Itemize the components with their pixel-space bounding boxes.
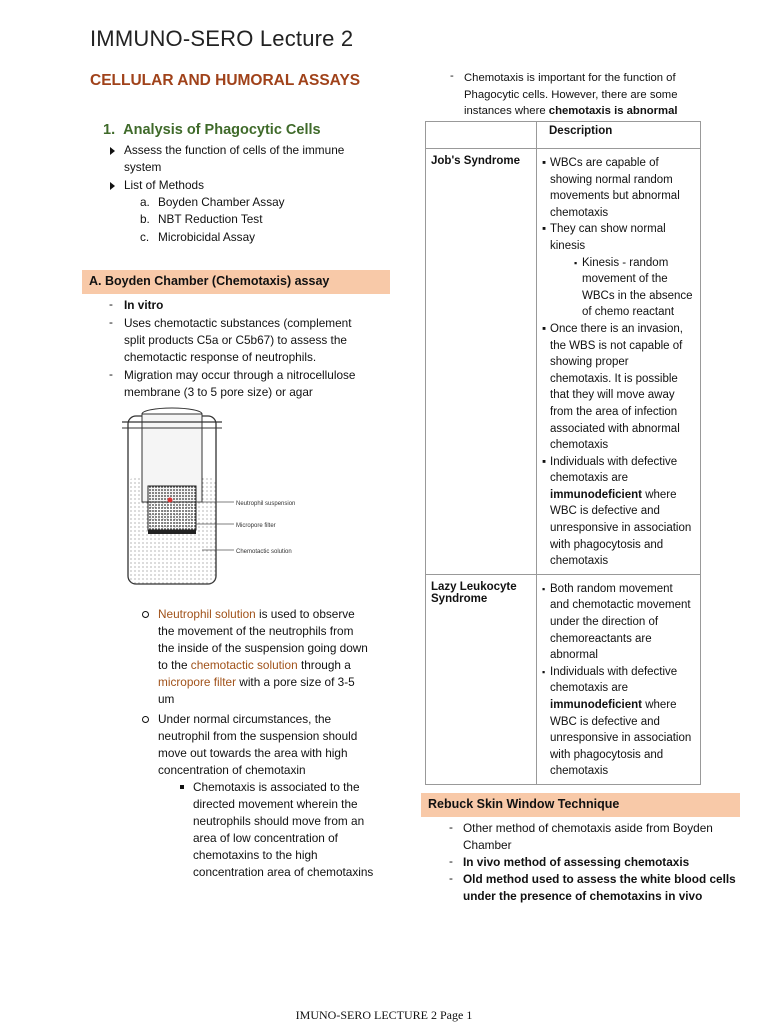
table-row-label [426, 574, 537, 784]
text-line: Both random movement [550, 582, 673, 595]
text-line: move out towards the area with high [158, 746, 348, 760]
diagram-label: Neutrophil suspension [236, 501, 296, 507]
boyden-item-line: chemotactic response of neutrophils. [124, 350, 317, 364]
text-run: chemotaxins in vivo [589, 889, 703, 903]
rebuck-band [421, 793, 740, 817]
heading-number: 1. [103, 122, 116, 138]
text-run: is used to observe [255, 607, 355, 621]
dash-bullet: - [449, 871, 453, 885]
text-line: from the area of infection [550, 405, 678, 418]
heading-text: Analysis of Phagocytic Cells [123, 122, 321, 138]
text-line: Chemotaxis is associated to the [193, 780, 360, 794]
table-row [426, 149, 701, 575]
text-line: concentration of chemotaxin [158, 763, 306, 777]
text-run: with a pore size of 3-5 [236, 675, 355, 689]
table-row-description [537, 149, 701, 575]
text-line: under the direction of [550, 616, 659, 629]
text-line: showing normal random [550, 173, 673, 186]
text-line: associated with abnormal [550, 422, 680, 435]
text-line: area of low concentration of [193, 831, 338, 845]
square-bullet-icon: ▪ [542, 223, 547, 236]
text-line: with phagocytosis and [550, 538, 664, 551]
text-line: chemoreactants are [550, 632, 652, 645]
text-line: neutrophil from the suspension should [158, 729, 358, 743]
text-line: the movement of the neutrophils from [158, 624, 354, 638]
heading-analysis [103, 122, 321, 138]
method-letter: b. [140, 212, 150, 226]
text-run: through a [297, 658, 351, 672]
method-letter: c. [140, 230, 150, 244]
highlight-term: chemotactic solution [190, 658, 298, 672]
square-bullet-icon: ▪ [542, 157, 547, 169]
boyden-band [82, 270, 390, 294]
text-line: chemotaxis are [550, 472, 628, 485]
text-line: with phagocytosis and [550, 748, 664, 761]
text-line: Individuals with defective [550, 665, 678, 678]
text-line: unresponsive in association [550, 522, 692, 535]
boyden-item-line: membrane (3 to 5 pore size) or agar [124, 385, 313, 399]
rebuck-band-title: Rebuck Skin Window Technique [428, 797, 620, 811]
table-row [426, 574, 701, 784]
boyden-chamber-diagram [122, 402, 302, 590]
text-run: where [642, 488, 677, 501]
bullet-line: system [124, 160, 162, 174]
dash-bullet: - [449, 820, 453, 834]
text-line: Syndrome [431, 592, 488, 605]
highlight-term: micropore filter [158, 675, 237, 689]
square-item [193, 779, 373, 881]
boyden-band-title: A. Boyden Chamber (Chemotaxis) assay [89, 274, 330, 288]
text-line: Other method of chemotaxis aside from Boyden [463, 821, 713, 835]
text-line: Chamber [463, 838, 512, 852]
square-bullet-icon: ▪ [542, 322, 547, 335]
boyden-chamber-illustration [122, 402, 302, 590]
text-line: Individuals with defective [550, 455, 678, 468]
text-run: instances where [464, 105, 549, 117]
dash-bullet: - [450, 70, 454, 82]
text-line: chemotaxis. It is possible [550, 372, 678, 385]
document-title: IMMUNO-SERO Lecture 2 [90, 26, 354, 51]
text-line: and chemotactic movement [550, 599, 691, 612]
diagram-label: Chemotactic solution [236, 549, 292, 555]
square-bullet-icon: ▪ [542, 583, 546, 594]
text-run-bold: immunodeficient [550, 699, 643, 711]
right-intro [464, 70, 678, 120]
text-line: chemotaxis [550, 555, 609, 568]
text-line: Once there is an invasion, [550, 322, 683, 335]
rebuck-item: In vivo method of assessing chemotaxis [463, 855, 690, 869]
text-line: the WBS is not capable of [550, 339, 683, 352]
square-bullet-icon [180, 785, 184, 789]
bullet-text: List of Methods [124, 178, 204, 192]
text-line: WBCs in the absence [582, 289, 693, 302]
text-line: Chemotaxis is important for the function of [464, 72, 676, 84]
bullet-text [124, 142, 344, 176]
bullet-line: Assess the function of cells of the immune [124, 143, 345, 157]
circle-item [158, 711, 357, 779]
text-line: abnormal [550, 649, 598, 662]
text-line: WBC is defective and [550, 505, 660, 518]
text-line: directed movement wherein the [193, 797, 358, 811]
dash-bullet: - [109, 367, 113, 381]
syndrome-table [425, 121, 701, 785]
boyden-item [124, 315, 352, 366]
dash-bullet: - [449, 854, 453, 868]
text-run-bold: immunodeficient [550, 488, 643, 501]
boyden-item [124, 367, 355, 401]
table-row-label: Job's Syndrome [426, 149, 537, 575]
text-line: chemotaxis [550, 765, 609, 778]
rebuck-item [463, 871, 736, 905]
square-bullet-icon: ▪ [574, 257, 578, 268]
rebuck-item [463, 820, 713, 854]
text-line: movement of the [582, 273, 668, 286]
text-line: Lazy Leukocyte [431, 580, 517, 593]
text-line: concentration area of chemotaxins [193, 865, 374, 879]
text-line: neutrophils should move from an [193, 814, 365, 828]
page-footer: IMUNO-SERO LECTURE 2 Page 1 [295, 1008, 473, 1022]
text-run-bold: chemotaxis is abnormal [548, 105, 678, 117]
text-line: um [158, 692, 175, 706]
circle-item [158, 606, 368, 708]
text-line: Under normal circumstances, the [158, 712, 332, 726]
method-item: Microbicidal Assay [158, 230, 256, 244]
text-line: WBC is defective and [550, 715, 660, 728]
circle-bullet-icon [142, 716, 149, 723]
text-run: under the presence of [463, 889, 590, 903]
boyden-item-line: split products C5a or C5b67) to assess the [124, 333, 347, 347]
circle-bullet-icon [142, 611, 149, 618]
text-line: unresponsive in association [550, 732, 692, 745]
boyden-item-line: Uses chemotactic substances (complement [124, 316, 352, 330]
table-header-row [426, 122, 701, 149]
dash-bullet: - [109, 297, 113, 311]
text-line: chemotaxis [550, 439, 609, 452]
method-letter: a. [140, 195, 150, 209]
text-run: to the [158, 658, 191, 672]
text-line: of chemo reactant [582, 306, 675, 319]
diagram-label: Micropore filter [236, 523, 276, 529]
square-bullet-icon: ▪ [542, 666, 546, 677]
boyden-item: In vitro [124, 298, 164, 312]
table-row-description [537, 574, 701, 784]
method-item: NBT Reduction Test [158, 212, 263, 226]
highlight-term: Neutrophil solution [158, 607, 256, 621]
table-header-cell [426, 122, 537, 149]
text-line: chemotaxis are [550, 682, 628, 695]
text-line: WBCs are capable of [550, 157, 659, 169]
method-item: Boyden Chamber Assay [158, 195, 285, 209]
section-title: CELLULAR AND HUMORAL ASSAYS [90, 72, 361, 89]
text-line: Phagocytic cells. However, there are some [464, 88, 678, 101]
text-line: that they will move away [550, 389, 675, 402]
text-line: chemotaxins to the high [193, 848, 318, 862]
text-line: Old method used to assess the white blood cells [463, 872, 736, 886]
square-bullet-icon: ▪ [542, 455, 547, 468]
text-line: the inside of the suspension going down [158, 641, 368, 655]
text-line: movements but abnormal [550, 190, 680, 203]
boyden-item-line: Migration may occur through a nitrocellulose [124, 368, 356, 382]
text-line: showing proper [550, 356, 629, 369]
triangle-bullet-icon [110, 147, 115, 155]
text-line: chemotaxis [550, 206, 609, 219]
triangle-bullet-icon [110, 182, 115, 190]
table-header-cell: Description [537, 122, 701, 149]
text-line: They can show normal [550, 223, 666, 236]
text-line: Kinesis - random [582, 256, 669, 269]
text-run: where [642, 699, 677, 711]
text-line: kinesis [550, 239, 586, 252]
dash-bullet: - [109, 315, 113, 329]
